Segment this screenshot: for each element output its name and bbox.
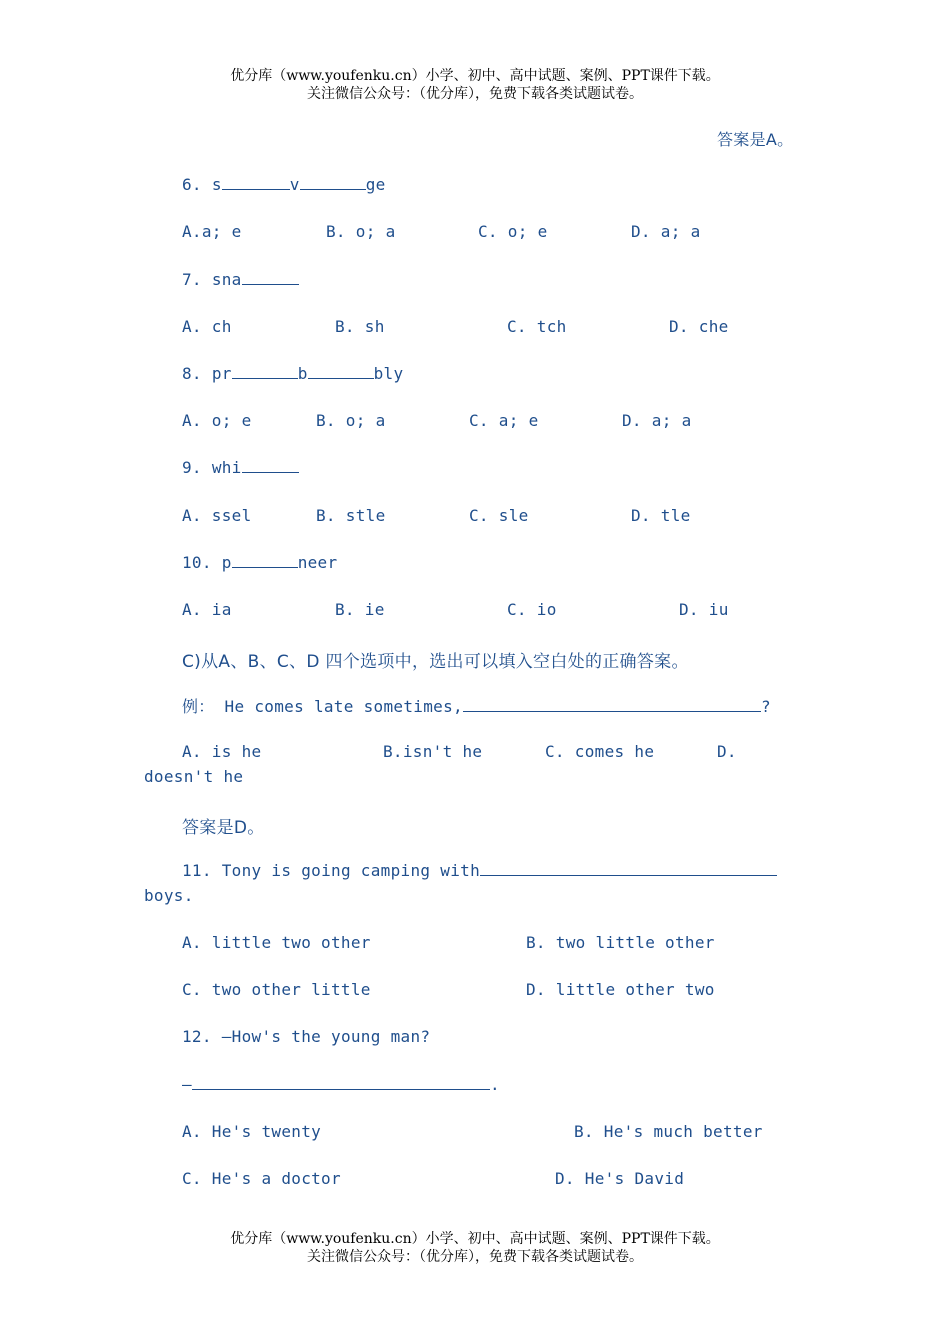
q10-option-c: C. io <box>507 600 557 619</box>
answer-a: 答案是A。 <box>717 130 794 149</box>
q10-option-d: D. iu <box>679 600 729 619</box>
q9-option-b: B. stle <box>316 506 386 525</box>
question-8: 8. pr b bly <box>182 364 404 383</box>
q9-option-c: C. sle <box>469 506 529 525</box>
q12-option-c: C. He's a doctor <box>182 1169 341 1188</box>
q12-option-a: A. He's twenty <box>182 1122 322 1141</box>
question-12: 12. —How's the young man? <box>182 1027 431 1046</box>
q11-option-c: C. two other little <box>182 980 371 999</box>
q11-option-b: B. two little other <box>526 933 715 952</box>
q6-option-a: A.a; e <box>182 222 242 241</box>
q12-option-b: B. He's much better <box>574 1122 763 1141</box>
example-option-d: D. <box>717 742 737 761</box>
q7-option-a: A. ch <box>182 317 232 336</box>
q7-option-d: D. che <box>669 317 729 336</box>
example-option-b: B.isn't he <box>383 742 483 761</box>
header-line-1: 优分库（www.youfenku.cn）小学、初中、高中试题、案例、PPT课件下载。 <box>230 68 720 84</box>
question-11-cont: boys. <box>144 886 194 905</box>
q12-option-d: D. He's David <box>555 1169 685 1188</box>
q9-option-a: A. ssel <box>182 506 252 525</box>
example-option-d-cont: doesn't he <box>144 767 244 786</box>
footer-line-1: 优分库（www.youfenku.cn）小学、初中、高中试题、案例、PPT课件下载。 <box>230 1231 720 1247</box>
q7-option-b: B. sh <box>335 317 385 336</box>
question-6: 6. s v ge <box>182 175 386 194</box>
example-answer: 答案是D。 <box>182 818 265 838</box>
section-c-instruction: C)从A、B、C、D 四个选项中，选出可以填入空白处的正确答案。 <box>182 652 689 672</box>
q8-option-c: C. a; e <box>469 411 539 430</box>
q11-option-a: A. little two other <box>182 933 371 952</box>
q10-option-a: A. ia <box>182 600 232 619</box>
q10-option-b: B. ie <box>335 600 385 619</box>
question-10: 10. p neer <box>182 553 338 572</box>
question-7: 7. sna <box>182 270 299 289</box>
example-option-c: C. comes he <box>545 742 655 761</box>
header-line-2: 关注微信公众号：（优分库），免费下载各类试题试卷。 <box>307 86 643 102</box>
q8-option-a: A. o; e <box>182 411 252 430</box>
q6-option-b: B. o; a <box>326 222 396 241</box>
question-11: 11. Tony is going camping with <box>182 861 777 880</box>
q9-option-d: D. tle <box>631 506 691 525</box>
example-option-a: A. is he <box>182 742 262 761</box>
q6-option-c: C. o; e <box>478 222 548 241</box>
q8-option-d: D. a; a <box>622 411 692 430</box>
q6-option-d: D. a; a <box>631 222 701 241</box>
q8-option-b: B. o; a <box>316 411 386 430</box>
question-12-answer-line: — . <box>182 1075 500 1094</box>
q11-option-d: D. little other two <box>526 980 715 999</box>
example-question: 例： He comes late sometimes, ? <box>182 697 771 716</box>
footer-line-2: 关注微信公众号：（优分库），免费下载各类试题试卷。 <box>307 1249 643 1265</box>
question-9: 9. whi <box>182 458 299 477</box>
q7-option-c: C. tch <box>507 317 567 336</box>
